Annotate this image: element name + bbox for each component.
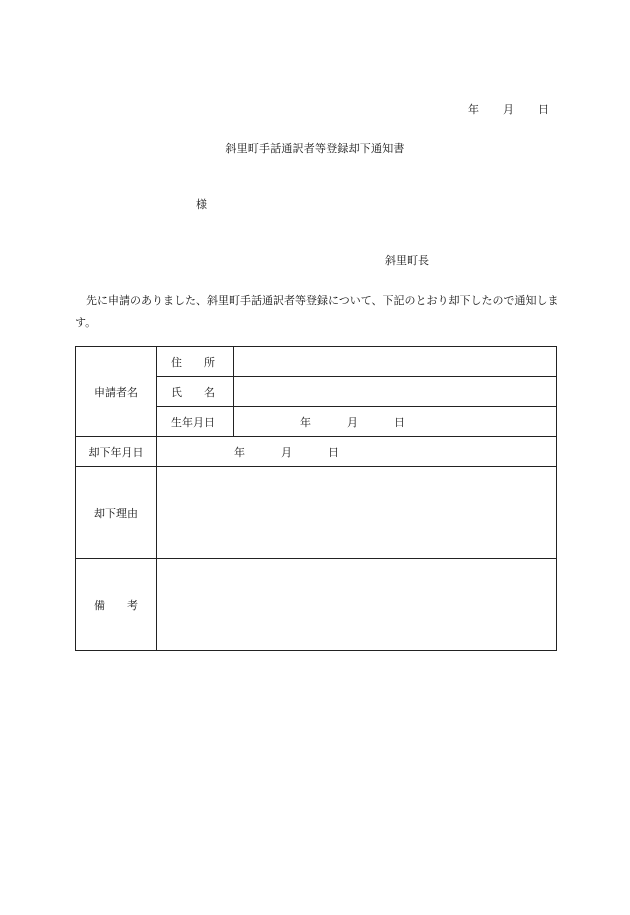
recipient-honorific: 様 (196, 198, 207, 211)
address-value (234, 347, 557, 377)
birthdate-value (234, 407, 557, 437)
name-label: 氏 名 (157, 377, 234, 407)
remarks-label: 備 考 (76, 559, 157, 651)
name-value (234, 377, 557, 407)
reason-row (76, 467, 557, 559)
rejection-month: 月 (281, 445, 292, 459)
rejection-date-row (76, 437, 557, 467)
document-title: 斜里町手話通訳者等登録却下通知書 (225, 142, 405, 155)
rejection-date-value (157, 437, 557, 467)
birth-day: 日 (394, 415, 405, 429)
rejection-date-label: 却下年月日 (76, 437, 157, 467)
notice-body: 先に申請のありました、斜里町手話通訳者等登録について、下記のとおり却下したので通知します。 (75, 294, 559, 329)
address-row (76, 347, 557, 377)
rejection-day: 日 (328, 445, 339, 459)
address-label: 住 所 (157, 347, 234, 377)
birthdate-label: 生年月日 (157, 407, 234, 437)
date-year: 年 (468, 103, 479, 116)
date-month: 月 (503, 103, 514, 116)
date-day: 日 (538, 103, 549, 116)
document-date (468, 104, 549, 115)
remarks-row (76, 559, 557, 651)
rejection-year: 年 (234, 445, 245, 459)
birth-month: 月 (347, 415, 358, 429)
issuer-name: 斜里町長 (385, 254, 429, 267)
birth-year: 年 (300, 415, 311, 429)
notice-form-table (75, 346, 557, 651)
applicant-label: 申請者名 (76, 347, 157, 437)
reason-value (157, 467, 557, 559)
remarks-value (157, 559, 557, 651)
reason-label: 却下理由 (76, 467, 157, 559)
